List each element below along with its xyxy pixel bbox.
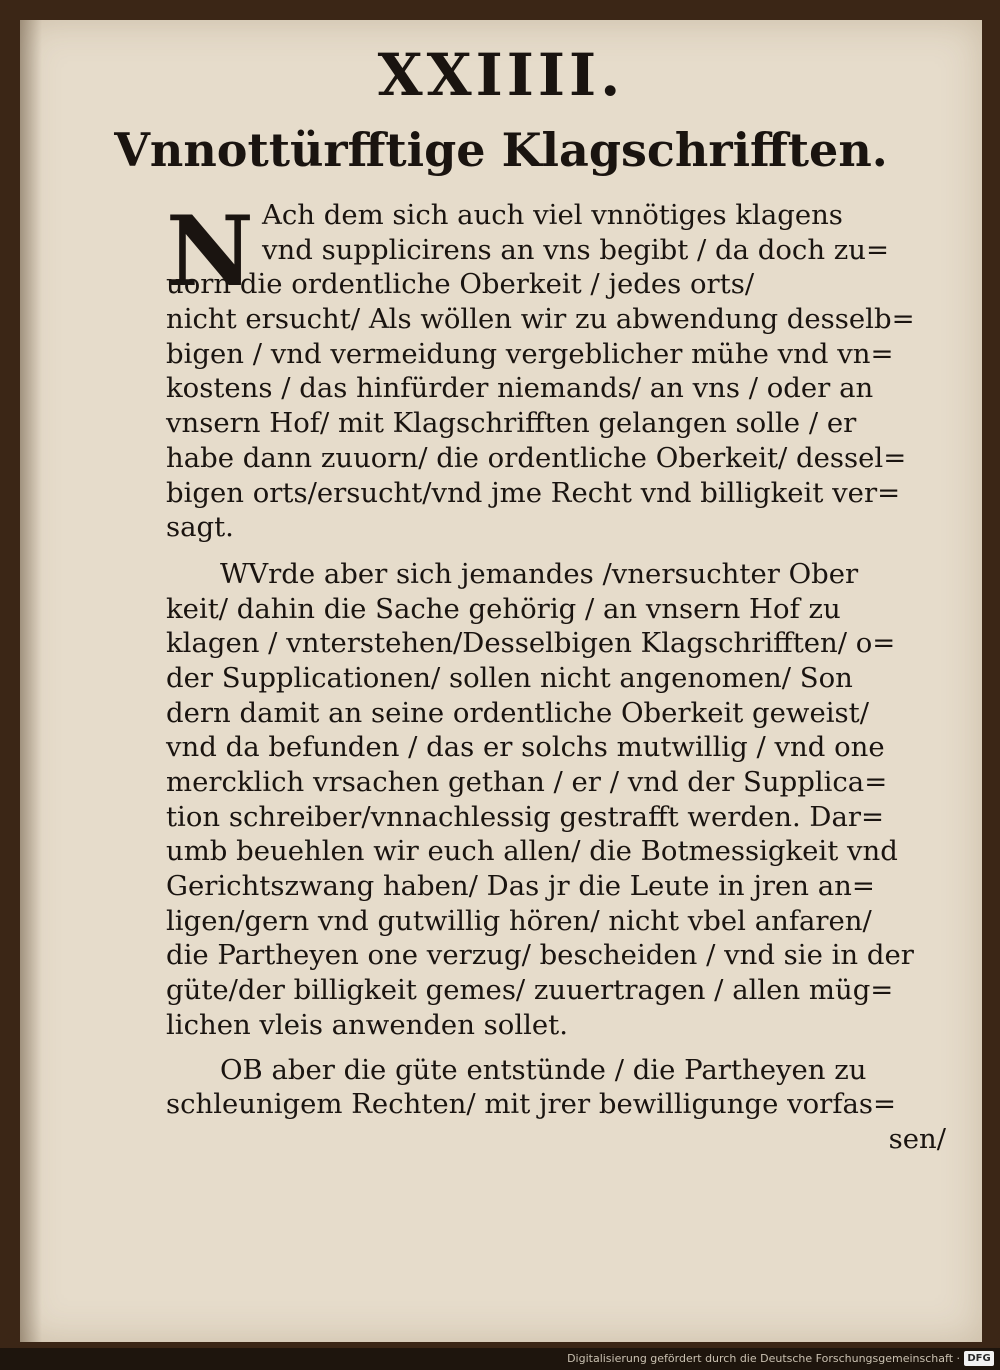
text-line: lichen vleis anwenden sollet. [166, 1008, 568, 1041]
text-line: mercklich vrsachen gethan / er / vnd der Supplica= [166, 766, 888, 798]
paragraph-3 [166, 1053, 946, 1157]
text-line: kostens / das hinfürder niemands/ an vns / oder an [166, 372, 874, 405]
text-line: Ach dem sich auch viel vnnötiges klagens [262, 199, 843, 231]
paragraph-1 [166, 195, 946, 545]
text-line: vnd supplicirens an vns begibt / da doch zu= [262, 233, 890, 266]
text-line: vnsern Hof/ mit Klagschrifften gelangen solle / er [166, 407, 857, 440]
body-text [166, 195, 946, 1157]
text-line: ligen/gern vnd gutwillig hören/ nicht vbel anfaren/ [166, 904, 872, 937]
text-line: sagt. [166, 511, 234, 544]
spine-shadow [20, 20, 42, 1342]
text-line: OB aber die güte entstünde / die Partheyen zu [220, 1053, 867, 1086]
footer-credit: Digitalisierung gefördert durch die Deutsche Forschungsgemeinschaft · [567, 1352, 960, 1365]
text-line: nicht ersucht/ Als wöllen wir zu abwendung desselb= [166, 303, 915, 336]
dfg-logo-icon: DFG [964, 1351, 994, 1366]
decorated-initial: N [166, 195, 254, 308]
text-line: habe dann zuuorn/ die ordentliche Oberkeit/ dessel= [166, 441, 907, 474]
text-line: bigen / vnd vermeidung vergeblicher mühe vnd vn= [166, 337, 894, 370]
text-line: vnd da befunden / das er solchs mutwillig / vnd one [166, 731, 885, 764]
catchword-line: sen/ [888, 1122, 946, 1155]
text-line: tion schreiber/vnnachlessig gestrafft werden. Dar= [166, 800, 885, 833]
text-line: WVrde aber sich jemandes /vnersuchter Ober [220, 557, 859, 590]
text-line: die Partheyen one verzug/ bescheiden / vnd sie in der [166, 939, 914, 972]
text-line: umb beuehlen wir euch allen/ die Botmessigkeit vnd [166, 835, 898, 868]
text-line: Gerichtszwang haben/ Das jr die Leute in jren an= [166, 870, 875, 903]
text-line: der Supplicationen/ sollen nicht angenomen/ Son [166, 661, 853, 694]
book-page [20, 20, 982, 1342]
text-line: güte/der billigkeit gemes/ zuuertragen / allen müg= [166, 974, 894, 1007]
chapter-title: Vnnottürfftige Klagschrifften. [114, 123, 888, 177]
text-line: klagen / vnterstehen/Desselbigen Klagschrifften/ o= [166, 627, 896, 660]
paragraph-2 [166, 557, 946, 1043]
text-line: bigen orts/ersucht/vnd jme Recht vnd billigkeit ver= [166, 476, 901, 509]
text-line: schleunigem Rechten/ mit jrer bewilligunge vorfas= [166, 1088, 897, 1121]
chapter-number: XXIIII. [377, 41, 625, 109]
text-line: dern damit an seine ordentliche Oberkeit geweist/ [166, 696, 869, 729]
text-line: keit/ dahin die Sache gehörig / an vnsern Hof zu [166, 592, 841, 625]
text-line: uorn die ordentliche Oberkeit / jedes orts/ [166, 268, 755, 301]
